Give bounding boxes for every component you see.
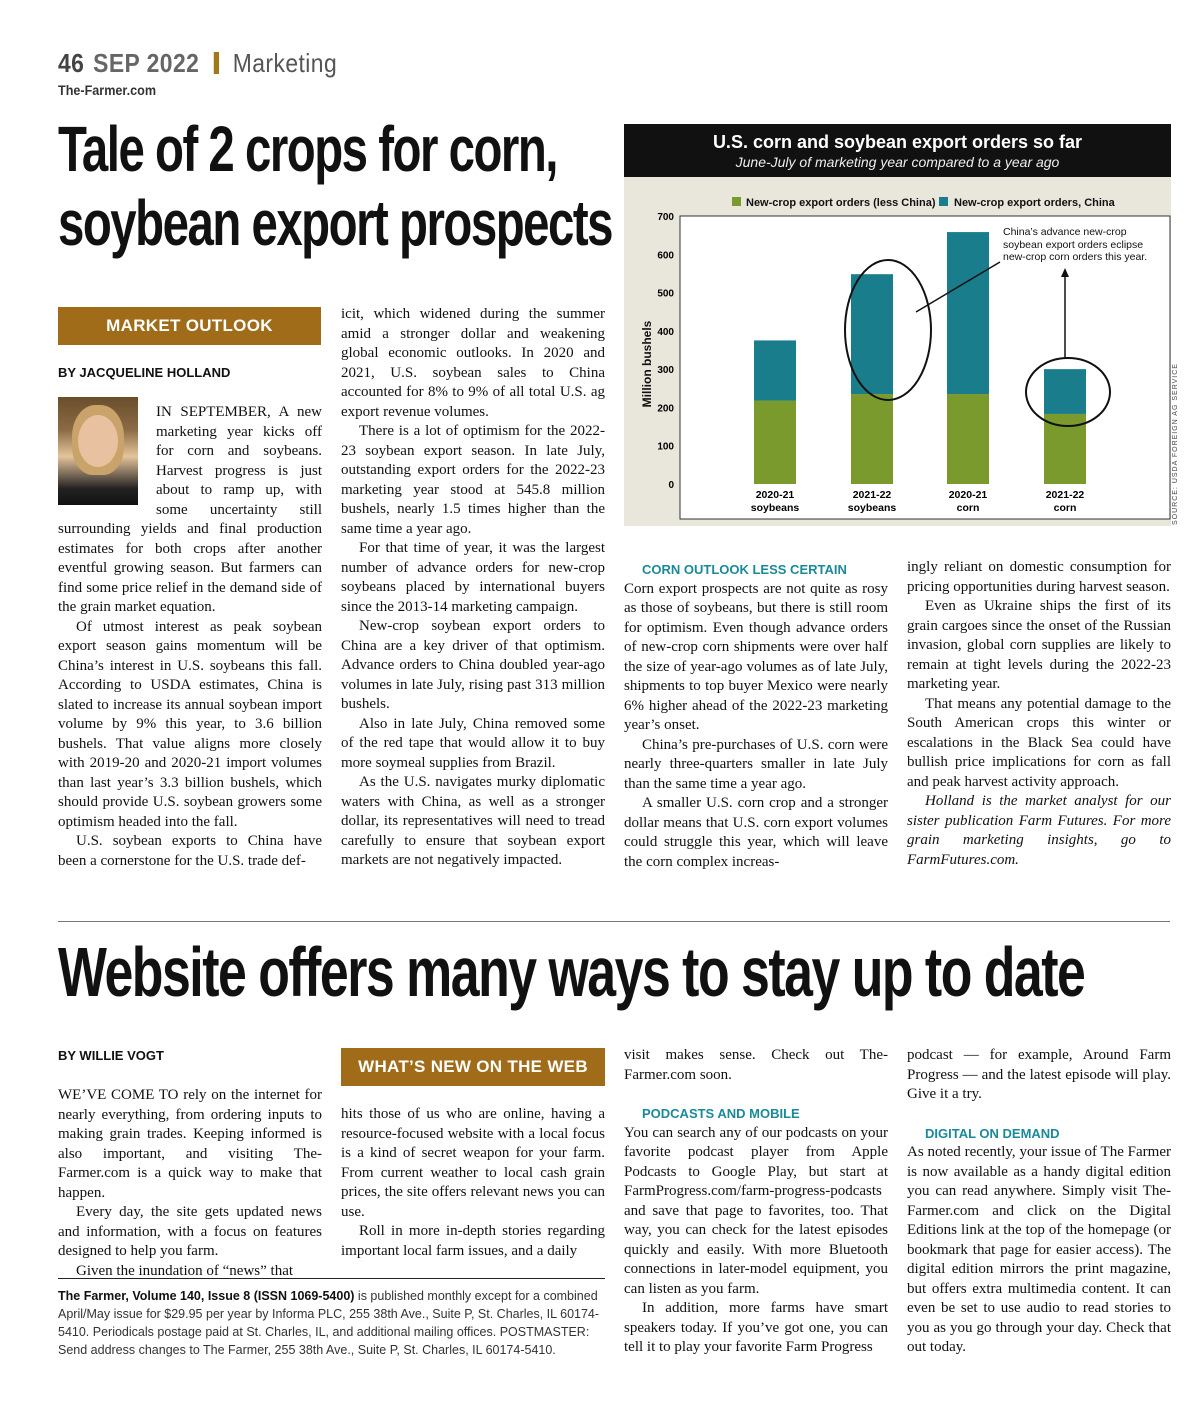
bar-segment-china	[947, 232, 989, 394]
x-tick-label: 2020-21	[755, 489, 795, 501]
article2-paragraph: WE’VE COME TO rely on the internet for nearly everything, from ordering inputs to making grain trades. Keeping informed is also important, and visiting The-Farmer.com is a quick way to make that happen.	[58, 1087, 322, 1201]
x-tick-label: 2021-22	[852, 489, 892, 501]
site-name: The-Farmer.com	[58, 82, 157, 98]
article1-paragraph: As the U.S. navigates murky diplomatic waters with China, as well as a stronger dollar, its representatives will need to tread carefully to ensure that soybean export markets are not negatively impacted.	[341, 774, 605, 868]
issue-date: SEP 2022	[93, 47, 200, 78]
article1-paragraph: There is a lot of optimism for the 2022-23 soybean export season. In late July, outstanding export orders for the 2022-23 marketing year stood at 545.8 million bushels, nearly 1.5 times higher than the same time a year ago.	[341, 423, 605, 537]
header-divider	[213, 52, 218, 74]
article1-paragraph: That means any potential damage to the South American crops this winter or escalations in the Black Sea could have bullish price implications for corn as fall and peak harvest activity approach.	[907, 695, 1171, 790]
article2-paragraph: visit makes sense. Check out The-Farmer.com soon.	[624, 1047, 888, 1083]
bar-segment-less-china	[851, 394, 893, 484]
bar-segment-china	[754, 340, 796, 400]
y-tick-label: 0	[668, 480, 674, 491]
legend-label: New-crop export orders, China	[954, 197, 1115, 209]
x-tick-label: 2021-22	[1045, 489, 1085, 501]
article1-paragraph: icit, which widened during the summer amid a stronger dollar and weakening global economic outlooks. In 2020 and 2021, U.S. soybean sales to China accounted for 8% to 9% of all total U.S. ag export revenue volumes.	[341, 306, 605, 420]
article1-paragraph: Corn export prospects are not quite as rosy as those of soybeans, but there is still room for optimism. Even though advance orders of new-crop corn shipments were over half the size of year-ago volumes as of late July, shipments to top buyer Mexico were nearly 6% higher ahead of the 2022-23 marketing year’s onset.	[624, 580, 888, 733]
whats-new-tag: WHAT’S NEW ON THE WEB	[341, 1048, 605, 1086]
y-tick-label: 400	[657, 326, 674, 338]
y-tick-label: 600	[657, 250, 674, 262]
article1-lead-paragraph: IN SEPTEMBER, A new marketing year kicks off for corn and soybeans. Harvest progress is just about to ramp up, with some uncertainty still surrounding yields and final production estimates for both crops after another eventful growing season. But farmers can find some price relief in the demand side of the grain market equation.	[58, 404, 322, 615]
x-tick-label: 2020-21	[948, 489, 988, 501]
article2-paragraph: You can search any of our podcasts on your favorite podcast player from Apple Podcasts to Google Play, but start at FarmProgress.com/farm-progress-podcasts and save that page to favorites, too. That way, you can check for the latest episodes quickly and easily. With more Bluetooth connections in later-model equipment, you can listen as you farm.	[624, 1124, 888, 1297]
section-name: Marketing	[232, 47, 338, 78]
article1-paragraph: Even as Ukraine ships the first of its grain cargoes since the onset of the Russian invasion, global corn supplies are likely to remain at tight levels during the 2022-23 marketing year.	[907, 598, 1171, 692]
annotation-note	[1003, 226, 1163, 270]
chart-source: SOURCE: USDA FOREIGN AG SERVICE	[1172, 363, 1179, 525]
bar-segment-china	[851, 274, 893, 394]
article1-byline: BY JACQUELINE HOLLAND	[58, 365, 231, 380]
article2-paragraph: In addition, more farms have smart speakers today. If you’ve got one, you can tell it to play your favorite Farm Progress	[624, 1300, 888, 1355]
article1-paragraph: Of utmost interest as peak soybean export season gains momentum will be China’s interest in U.S. soybeans this fall. According to USDA estimates, China is slated to increase its annual soybean import volume by 9% this year, to 3.6 billion bushels. That value aligns more closely with 2019-20 and 2020-21 import volumes than last year’s 3.3 billion bushels, which should provide U.S. soybean growers some optimism headed into the fall.	[58, 618, 322, 830]
y-ticks	[657, 212, 674, 491]
article1-paragraph: A smaller U.S. corn crop and a stronger dollar means that U.S. corn export volumes could struggle this year, which will leave the corn complex increas-	[624, 795, 888, 870]
chart-legend	[732, 197, 1116, 209]
article1-paragraph: ingly reliant on domestic consumption for pricing opportunities during harvest season.	[907, 559, 1171, 595]
article1-paragraph: Also in late July, China removed some of the red tape that would allow it to buy more soymeal supplies from Brazil.	[341, 715, 605, 771]
y-tick-label: 500	[657, 288, 674, 300]
x-tick-label: corn	[1053, 502, 1077, 514]
article1-paragraph: U.S. soybean exports to China have been a cornerstone for the U.S. trade def-	[58, 833, 322, 869]
legend-swatch	[732, 197, 741, 206]
article1-title-line1: Tale of 2 crops for corn,	[58, 113, 557, 185]
article1-title-line2: soybean export prospects	[58, 187, 613, 259]
podcasts-subhead: PODCASTS AND MOBILE	[642, 1106, 800, 1121]
article2-column1	[58, 1086, 322, 1281]
page-header	[58, 46, 337, 80]
export-orders-chart	[624, 124, 1171, 526]
article2-paragraph: Roll in more in-depth stories regarding important local farm issues, and a daily	[341, 1223, 605, 1259]
article2-column2	[341, 1105, 605, 1261]
digital-subhead: DIGITAL ON DEMAND	[925, 1125, 1060, 1141]
legend-label: New-crop export orders (less China)	[746, 197, 936, 209]
article2-byline: BY WILLIE VOGT	[58, 1048, 164, 1063]
publication-notice-bold: The Farmer, Volume 140, Issue 8 (ISSN 1069-5400)	[58, 1289, 355, 1303]
author-bio: Holland is the market analyst for our sister publication Farm Futures. For more grain marketing insights, go to FarmFutures.com.	[907, 793, 1171, 868]
bar-segment-less-china	[947, 394, 989, 484]
chart-subtitle: June-July of marketing year compared to a year ago	[735, 154, 1060, 170]
article2-paragraph: As noted recently, your issue of The Farmer is now available as a handy digital edition you can read anywhere. Simply visit The-Farmer.com and click on the Digital Editions link at the top of the homepage (or bookmark that page for easier access). The digital edition mirrors the print magazine, but offers extra multimedia content. It can even be set to use audio to read stories to you as you go through your day. Check that out today.	[907, 1144, 1171, 1355]
article2-title: Website offers many ways to stay up to date	[58, 933, 1085, 1011]
article1-paragraph: New-crop soybean export orders to China are a key driver of that optimism. Advance orders to China doubled year-ago volumes in late July, rising past 313 million bushels.	[341, 618, 605, 712]
chart-svg	[624, 124, 1171, 526]
x-tick-label: soybeans	[847, 502, 897, 514]
photo-spacer	[58, 403, 156, 511]
footer-rule	[58, 1278, 605, 1279]
y-axis-label: Million bushels	[640, 320, 654, 408]
article2-column4	[907, 1046, 1171, 1358]
article1-title	[58, 112, 620, 260]
article2-paragraph: Every day, the site gets updated news and information, with a focus on features designed to help you farm.	[58, 1204, 322, 1259]
y-tick-label: 200	[657, 403, 674, 415]
article2-paragraph: podcast — for example, Around Farm Progress — and the latest episode will play. Give it a try.	[907, 1047, 1171, 1102]
market-outlook-tag: MARKET OUTLOOK	[58, 307, 321, 345]
corn-outlook-subhead: CORN OUTLOOK LESS CERTAIN	[642, 562, 847, 577]
annotation-text: China’s advance new-crop soybean export orders eclipse new-crop corn orders this year.	[1003, 226, 1148, 263]
article1-column2	[341, 305, 605, 871]
y-tick-label: 700	[657, 212, 674, 223]
page-number: 46	[58, 47, 85, 78]
article2-paragraph: hits those of us who are online, having a resource-focused website with a local focus is a kind of secret weapon for your farm. From current weather to local cash grain prices, the site offers relevant news you can use.	[341, 1106, 605, 1220]
article1-column1	[58, 403, 322, 871]
article1-paragraph: For that time of year, it was the largest number of advance orders for new-crop soybeans placed by international buyers since the 2013-14 marketing campaign.	[341, 540, 605, 615]
article1-column4	[907, 558, 1171, 870]
bar-segment-less-china	[754, 401, 796, 484]
x-tick-label: corn	[956, 502, 980, 514]
publication-notice-text: is published monthly except for a combined April/May issue for $29.95 per year by Informa PLC, 255 38th Ave., Suite P, St. Charles, IL 60174-5410. Periodicals postage paid at St. Charles, IL, and additional mailing offices. POSTMASTER: Send address changes to The Farmer, 255 38th Ave., Suite P, St. Charles, IL 60174-5410.	[58, 1289, 600, 1357]
article1-paragraph: China’s pre-purchases of U.S. corn were nearly three-quarters smaller in late July than the same time a year ago.	[624, 736, 888, 792]
x-tick-label: soybeans	[750, 502, 800, 514]
y-tick-label: 300	[657, 365, 674, 377]
article1-column3	[624, 560, 888, 872]
y-tick-label: 100	[657, 441, 674, 453]
publication-notice	[58, 1287, 605, 1359]
article2-paragraph: Given the inundation of “news” that	[76, 1262, 294, 1279]
chart-title: U.S. corn and soybean export orders so far	[712, 132, 1083, 152]
legend-swatch	[939, 197, 948, 206]
bar-segment-china	[1044, 369, 1086, 414]
article2-column3	[624, 1046, 888, 1358]
article-divider	[58, 921, 1170, 922]
